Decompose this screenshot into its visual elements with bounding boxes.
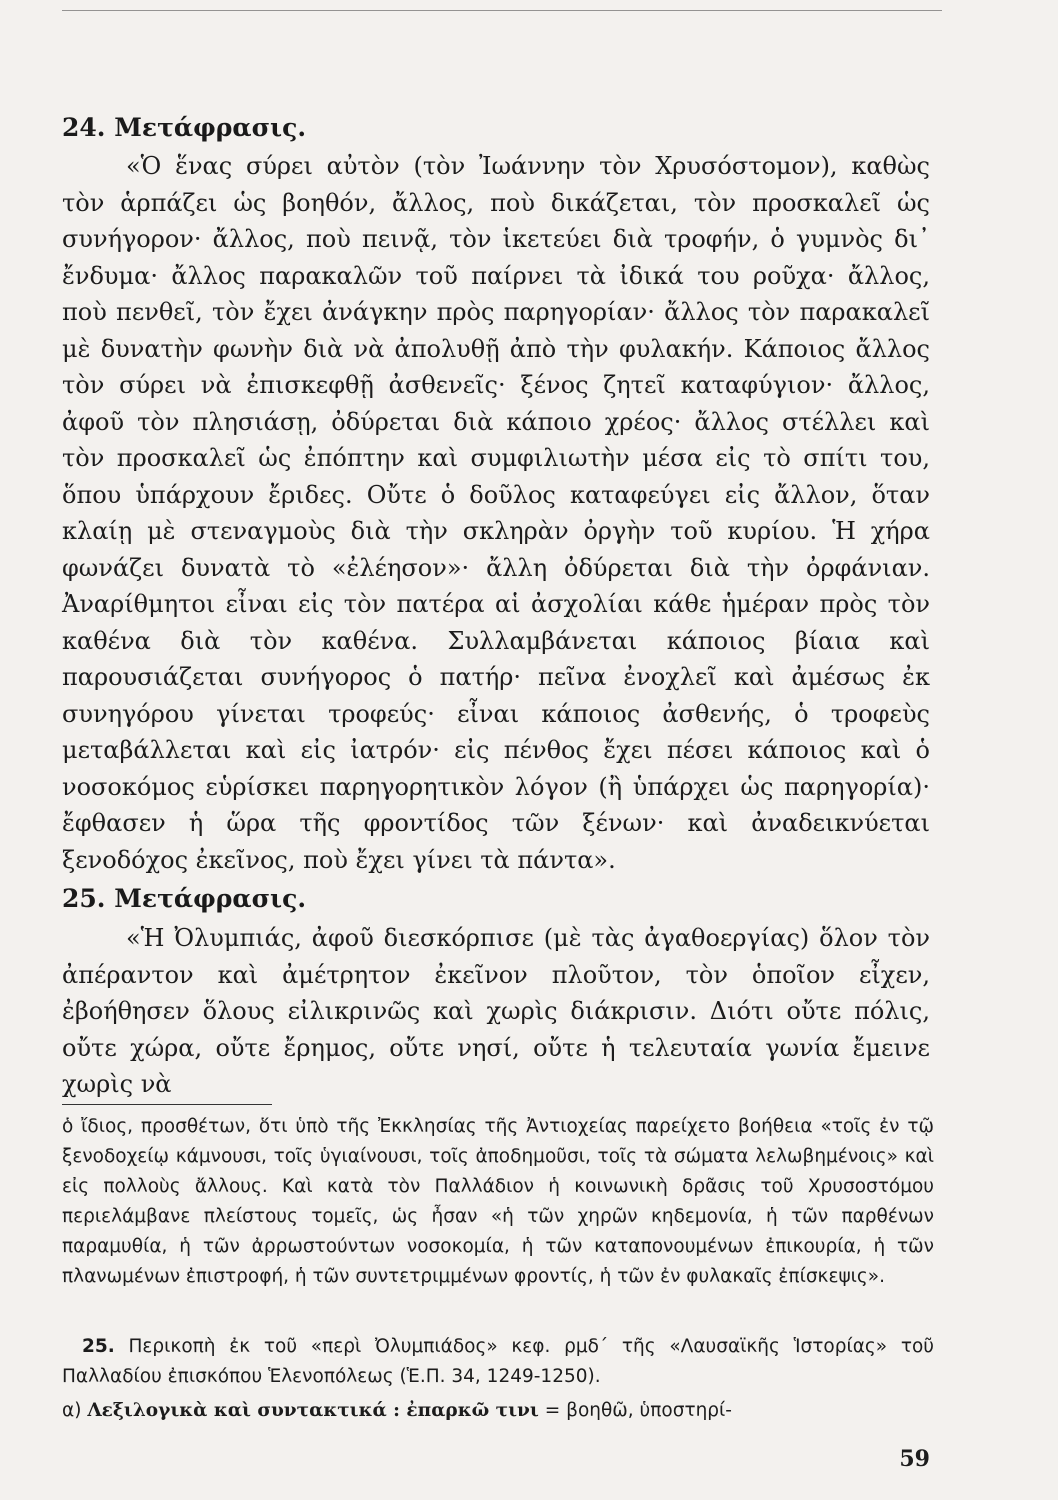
footnote-continuation: ὁ ἴδιος, προσθέτων, ὅτι ὑπὸ τῆς Ἐκκλησίας τῆς Ἀντιοχείας παρείχετο βοήθεια «τοῖς ἐν τῷ ξενοδοχείῳ κάμνουσι, τοῖς ὑγιαίνουσι, τοῖς ἀποδημοῦσι, τοῖς τὰ σώματα λελωβημένοις» καὶ εἰς πολλοὺς ἄλλους. Καὶ κατὰ τὸν Παλλάδιον ἡ κοινωνικὴ δρᾶσις τοῦ Χρυσοστόμου περιελάμβανε πλείστους τομεῖς, ὡς ἦσαν «ἡ τῶν χηρῶν κηδεμονία, ἡ τῶν παρθένων παραμυθία, ἡ τῶν ἀρρωστούντων νοσοκομία, ἡ τῶν καταπονουμένων ἐπικουρία, ἡ τῶν πλανωμένων ἐπιστροφή, ἡ τῶν συντετριμμένων φροντίς, ἡ τῶν ἐν φυλακαῖς ἐπίσκεψις».	[62, 1116, 934, 1287]
section-25-heading: 25. Μετάφρασις.	[62, 884, 307, 913]
footnote-rule	[62, 1104, 272, 1105]
footnote-lexical-bold: Λεξιλογικὰ καὶ συντακτικά : ἐπαρκῶ τινι	[87, 1400, 539, 1421]
footnote-lexical-rest: = βοηθῶ, ὑποστηρί-	[544, 1400, 732, 1421]
top-rule	[62, 10, 942, 11]
footnote-25-number: 25.	[82, 1336, 115, 1357]
section-24-text: «Ὁ ἕνας σύρει αὐτὸν (τὸν Ἰωάννην τὸν Χρυσόστομον), καθὼς τὸν ἁρπάζει ὡς βοηθόν, ἄλλος, ποὺ δικάζεται, τὸν προσκαλεῖ ὡς συνήγορον· ἄλλος, ποὺ πεινᾷ, τὸν ἱκετεύει διὰ τροφήν, ὁ γυμνὸς δι᾽ ἔνδυμα· ἄλλος παρακαλῶν τοῦ παίρνει τὰ ἰδικά του ροῦχα· ἄλλος, ποὺ πενθεῖ, τὸν ἔχει ἀνάγκην πρὸς παρηγορίαν· ἄλλος τὸν παρακαλεῖ μὲ δυνατὴν φωνὴν διὰ νὰ ἀπολυθῇ ἀπὸ τὴν φυλακήν. Κάποιος ἄλλος τὸν σύρει νὰ ἐπισκεφθῇ ἀσθενεῖς· ξένος ζητεῖ καταφύγιον· ἄλλος, ἀφοῦ τὸν πλησιάσῃ, ὀδύρεται διὰ κάποιο χρέος· ἄλλος στέλλει καὶ τὸν προσκαλεῖ ὡς ἐπόπτην καὶ συμφιλιωτὴν μέσα εἰς τὸ σπίτι του, ὅπου ὑπάρχουν ἔριδες. Οὔτε ὁ δοῦλος καταφεύγει εἰς ἄλλον, ὅταν κλαίῃ μὲ στεναγμοὺς διὰ τὴν σκληρὰν ὀργὴν τοῦ κυρίου. Ἡ χήρα φωνάζει δυνατὰ τὸ «ἐλέησον»· ἄλλη ὀδύρεται διὰ τὴν ὀρφάνιαν. Ἀναρίθμητοι εἶναι εἰς τὸν πατέρα αἱ ἀσχολίαι κάθε ἡμέραν πρὸς τὸν καθένα διὰ τὸν καθένα. Συλλαμβάνεται κάποιος βίαια καὶ παρουσιάζεται συνήγορος ὁ πατήρ· πεῖνα ἐνοχλεῖ καὶ ἀμέσως ἐκ συνηγόρου γίνεται τροφεύς· εἶναι κάποιος ἀσθενής, ὁ τροφεὺς μεταβάλλεται καὶ εἰς ἰατρόν· εἰς πένθος ἔχει πέσει κάποιος καὶ ὁ νοσοκόμος εὑρίσκει παρηγορητικὸν λόγον (ἢ ὑπάρχει ὡς παρηγορία)· ἔφθασεν ἡ ὥρα τῆς φροντίδος τῶν ξένων· καὶ ἀναδεικνύεται ξενοδόχος ἐκεῖνος, ποὺ ἔχει γίνει τὰ πάντα».	[62, 152, 930, 874]
section-25-text: «Ἡ Ὀλυμπιάς, ἀφοῦ διεσκόρπισε (μὲ τὰς ἀγαθοεργίας) ὅλον τὸν ἀπέραντον καὶ ἀμέτρητον ἐκεῖνον πλοῦτον, τὸν ὁποῖον εἶχεν, ἐβοήθησεν ὅλους εἰλικρινῶς καὶ χωρὶς διάκρισιν. Διότι οὔτε πόλις, οὔτε χώρα, οὔτε ἔρημος, οὔτε νησί, οὔτε ἡ τελευταία γωνία ἔμεινε χωρὶς νὰ	[62, 924, 930, 1098]
footnote-lexical	[62, 1396, 934, 1426]
footnote-25	[62, 1332, 934, 1392]
section-24-heading: 24. Μετάφρασις.	[62, 113, 307, 142]
page-number: 59	[899, 1446, 930, 1472]
footnote-25-text: Περικοπὴ ἐκ τοῦ «περὶ Ὀλυμπιάδος» κεφ. ρμδ´ τῆς «Λαυσαϊκῆς Ἱστορίας» τοῦ Παλλαδίου ἐπισκόπου Ἑλενοπόλεως (Ἑ.Π. 34, 1249-1250).	[62, 1336, 934, 1387]
footnote-lexical-prefix: α)	[62, 1400, 82, 1421]
